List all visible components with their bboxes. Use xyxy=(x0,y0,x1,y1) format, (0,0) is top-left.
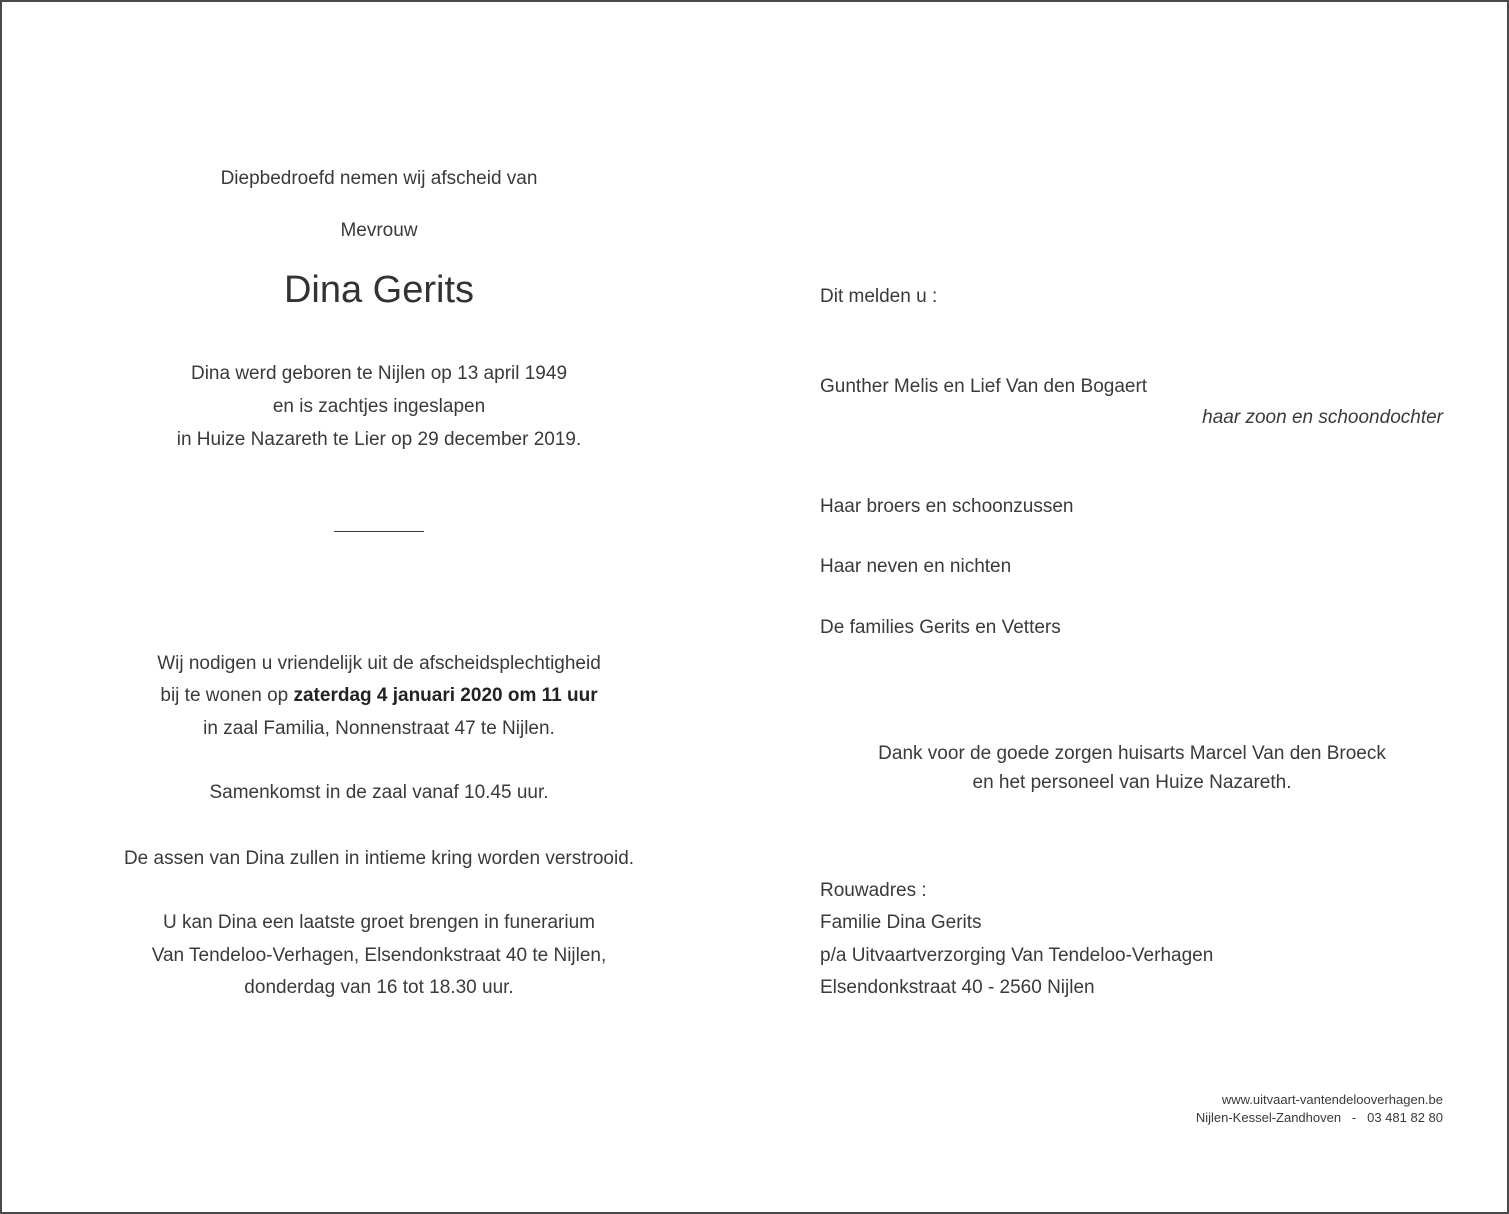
visit-line-3: donderdag van 16 tot 18.30 uur. xyxy=(244,977,514,998)
birth-line-3: in Huize Nazareth te Lier op 29 december 2019. xyxy=(176,429,582,450)
family-families: De families Gerits en Vetters xyxy=(820,617,1061,638)
family-siblings: Haar broers en schoonzussen xyxy=(820,496,1074,517)
deceased-name: Dina Gerits xyxy=(283,269,475,311)
address-line-3: Elsendonkstraat 40 - 2560 Nijlen xyxy=(820,977,1095,998)
salutation: Mevrouw xyxy=(340,220,418,241)
footer-website: www.uitvaart-vantendelooverhagen.be xyxy=(1221,1092,1443,1107)
thanks-line-2: en het personeel van Huize Nazareth. xyxy=(972,772,1292,793)
visit-line-1: U kan Dina een laatste groet brengen in funerarium xyxy=(163,912,595,933)
visit-line-2: Van Tendeloo-Verhagen, Elsendonkstraat 40 te Nijlen, xyxy=(151,945,607,966)
ceremony-date: zaterdag 4 januari 2020 om 11 uur xyxy=(293,685,598,706)
invite-line-3: in zaal Familia, Nonnenstraat 47 te Nijlen. xyxy=(203,718,555,739)
invite-line-2-prefix: bij te wonen op xyxy=(160,685,294,706)
footer-locations-phone: Nijlen-Kessel-Zandhoven - 03 481 82 80 xyxy=(1195,1110,1443,1125)
invite-line-1: Wij nodigen u vriendelijk uit de afscheidsplechtigheid xyxy=(157,653,601,674)
thanks-line-1: Dank voor de goede zorgen huisarts Marcel Van den Broeck xyxy=(878,743,1386,764)
birth-line-2: en is zachtjes ingeslapen xyxy=(272,396,486,417)
ashes-text: De assen van Dina zullen in intieme kring worden verstrooid. xyxy=(123,848,635,869)
intro-text: Diepbedroefd nemen wij afscheid van xyxy=(220,168,538,189)
birth-line-1: Dina werd geboren te Nijlen op 13 april 1949 xyxy=(190,363,568,384)
gathering-text: Samenkomst in de zaal vanaf 10.45 uur. xyxy=(209,782,549,803)
family-cousins: Haar neven en nichten xyxy=(820,556,1012,577)
family-son-relation: haar zoon en schoondochter xyxy=(1202,407,1443,428)
announce-text: Dit melden u : xyxy=(820,286,938,307)
divider-rule xyxy=(334,531,424,532)
invite-line-2 xyxy=(160,684,597,708)
address-line-1: Familie Dina Gerits xyxy=(820,912,982,933)
address-label: Rouwadres : xyxy=(820,880,927,901)
family-son: Gunther Melis en Lief Van den Bogaert xyxy=(820,376,1148,397)
address-line-2: p/a Uitvaartverzorging Van Tendeloo-Verhagen xyxy=(820,945,1214,966)
